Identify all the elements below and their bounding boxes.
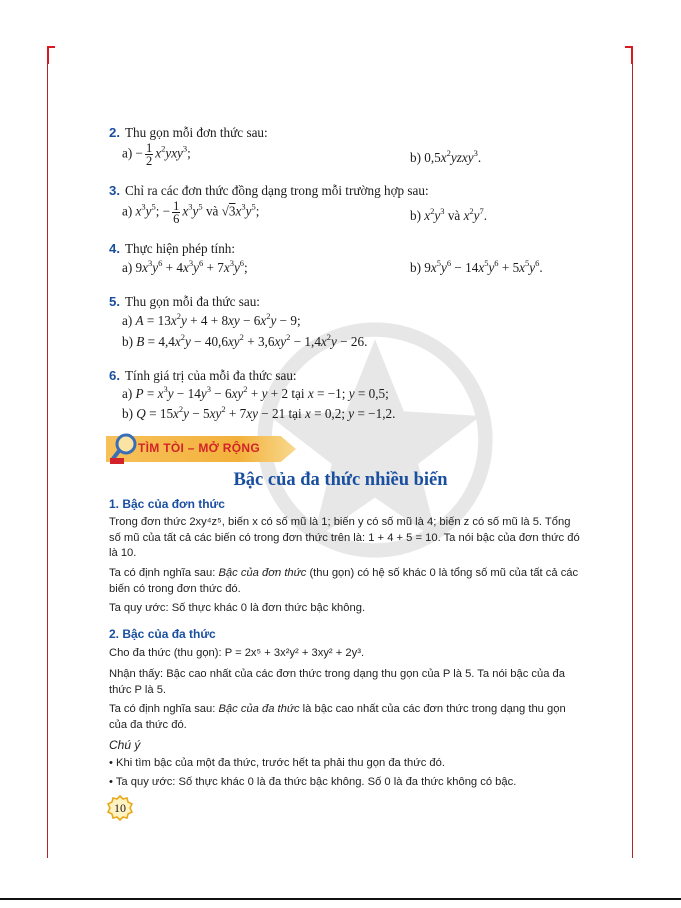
exercise-3b: b) $x^2y^3$ và $x^2y^7$.: [410, 206, 488, 223]
crop-mark-left-top: [47, 46, 49, 64]
subheading-degree-polynomial: 2. Bậc của đa thức: [109, 627, 216, 641]
exercise-2a: a) − $\frac{1}{2}$ $x^2yxy^3$;: [122, 141, 191, 168]
paragraph-5: Nhận thấy: Bậc cao nhất của các đơn thức trong dạng thu gọn của P là 5. Ta nói bậc của đa thức P là 5.: [109, 668, 566, 696]
exercise-5b: b) $B = 4,4x^2y - 40,6xy^2 + 3,6xy^2 - 1,4x^2y - 26$.: [122, 332, 368, 349]
paragraph-4: Cho đa thức (thu gọn): P = 2x⁵ + 3x²y² + 3xy² + 2y³.: [109, 647, 365, 659]
exercise-4a: a) $9x^3y^6 + 4x^3y^6 + 7x^3y^6$;: [122, 258, 248, 275]
page-number: 10: [114, 801, 126, 815]
magnifier-book-icon: [108, 432, 140, 466]
note-item-2: • Ta quy ước: Số thực khác 0 là đa thức bậc không. Số 0 là đa thức không có bậc.: [109, 776, 517, 788]
exercise-4: 4. Thực hiện phép tính:: [109, 241, 236, 256]
paragraph-1: Trong đơn thức 2xy⁴z⁵, biến x có số mũ là 1; biến y có số mũ là 4; biến z có số mũ là 5. Tổng số mũ của tất cả các biến có trong đơn thức trên là: 1 + 4 + 5 = 10. Ta nói bậc của đơn thức đó là 10.: [109, 516, 580, 559]
crop-mark-left-top-h: [47, 46, 55, 48]
bottom-line: [0, 898, 681, 900]
crop-mark-right-top-h: [625, 46, 633, 48]
banner-label: TÌM TÒI – MỞ RỘNG: [138, 441, 261, 455]
section-title: Bậc của đa thức nhiều biến: [233, 470, 448, 490]
exercise-6: 6. Tính giá trị của mỗi đa thức sau:: [109, 368, 297, 383]
exercise-6b: b) $Q = 15x^2y - 5xy^2 + 7xy - 21$ tại x = 0,2; y = −1,2.: [122, 404, 396, 421]
paragraph-2: Ta có định nghĩa sau: Bậc của đơn thức (thu gọn) có hệ số khác 0 là tổng số mũ của tất cả các biến có trong đơn thức đó.: [109, 567, 579, 595]
exercise-2b: b) $0,5x^2yzxy^3$.: [410, 148, 482, 165]
subheading-degree-monomial: 1. Bậc của đơn thức: [109, 497, 225, 511]
exercise-5a: a) $A = 13x^2y + 4 + 8xy - 6x^2y - 9$;: [122, 311, 301, 328]
paragraph-3: Ta quy ước: Số thực khác 0 là đơn thức bậc không.: [109, 602, 366, 614]
exercise-2: 2. Thu gọn mỗi đơn thức sau:: [109, 125, 268, 140]
note-item-1: • Khi tìm bậc của một đa thức, trước hết ta phải thu gọn đa thức đó.: [109, 757, 445, 769]
exercise-5: 5. Thu gọn mỗi đa thức sau:: [109, 294, 260, 309]
exercise-4b: b) $9x^5y^6 - 14x^5y^6 + 5x^5y^6$.: [410, 258, 543, 275]
exercise-6a: a) $P = x^3y - 14y^3 - 6xy^2 + y + 2$ tại x = −1; y = 0,5;: [122, 384, 389, 401]
exercise-3: 3. Chỉ ra các đơn thức đồng dạng trong mỗi trường hợp sau:: [109, 183, 429, 198]
crop-line-right: [632, 64, 633, 858]
crop-line-left: [47, 64, 48, 858]
paragraph-6: Ta có định nghĩa sau: Bậc của đa thức là bậc cao nhất của các đơn thức trong dạng thu gọn của đa thức đó.: [109, 703, 566, 731]
exercise-3a: a) $x^3y^5$; − $\frac{1}{6}$ $x^3y^5$ và $√3x^3y^5$;: [122, 199, 260, 226]
note-title: Chú ý: [109, 738, 141, 752]
crop-mark-right-top: [631, 46, 633, 64]
